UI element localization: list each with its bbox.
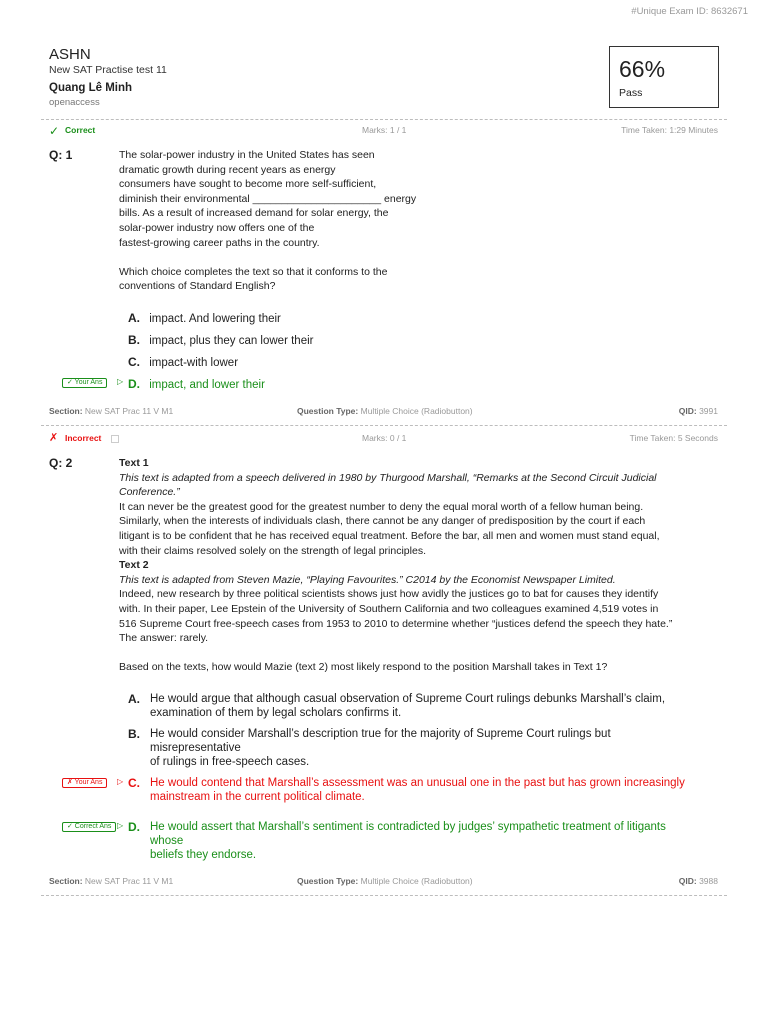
result-label: Pass <box>619 87 643 99</box>
text1-line: It can never be the greatest good for the greatest number to deny the equal moral worth of a fellow human being. <box>119 500 644 513</box>
org-name: ASHN <box>49 46 91 63</box>
status-label: Correct <box>65 125 96 135</box>
passage-line: fastest-growing career paths in the country. <box>119 236 320 249</box>
question-passage <box>119 456 719 675</box>
choice-letter: D. <box>128 377 140 391</box>
choice-line: whose <box>150 835 184 847</box>
choice-d <box>128 377 265 392</box>
choice-line: beliefs they endorse. <box>150 849 257 861</box>
score-percent: 66% <box>619 56 666 82</box>
text1-source-line: This text is adapted from a speech delivered in 1980 by Thurgood Marshall, “Remarks at the Second Circuit Judicial <box>119 471 657 484</box>
qtype-label: Question Type: <box>297 876 359 886</box>
qtype-value: Multiple Choice (Radiobutton) <box>360 876 473 886</box>
section-label: Section: <box>49 406 83 416</box>
text1-line: with their claims resolved solely on the strength of legal principles. <box>119 544 426 557</box>
choice-text: impact, plus they can lower their <box>149 335 314 347</box>
choice-text: impact. And lowering their <box>149 313 281 325</box>
passage-line: The solar-power industry in the United States has seen <box>119 149 375 161</box>
choice-line: He would consider Marshall’s description true for the majority of Supreme Court rulings but <box>150 728 611 740</box>
time-taken: Time Taken: 1:29 Minutes <box>621 125 718 135</box>
choice-d <box>128 820 730 862</box>
section-info <box>49 406 173 416</box>
text2-line: 516 Supreme Court free-speech cases from 1953 to 2010 to determine whether “justices defend the speech they hate.” <box>119 617 673 630</box>
choice-b <box>128 727 730 769</box>
qid-label: QID: <box>678 876 697 886</box>
text2-source: This text is adapted from Steven Mazie, “Playing Favourites.” C2014 by the Economist Newspaper Limited. <box>119 573 616 586</box>
flag-checkbox[interactable] <box>111 435 119 443</box>
time-taken: Time Taken: 5 Seconds <box>629 433 718 443</box>
choice-text: impact, and lower their <box>149 379 265 391</box>
question-passage <box>119 148 449 294</box>
choice-letter: C. <box>128 776 140 790</box>
question-number: Q: 2 <box>49 456 73 470</box>
passage-line: consumers have sought to become more self-sufficient, <box>119 178 377 191</box>
arrow-right-icon: ▷ <box>117 821 124 830</box>
section-value: New SAT Prac 11 V M1 <box>84 876 174 886</box>
marks: Marks: 1 / 1 <box>362 125 407 135</box>
text2-line: with. In their paper, Lee Epstein of the University of Southern California and two colleagues examined 4,519 votes in <box>119 602 659 615</box>
choice-line: mainstream in the current political climate. <box>150 791 365 803</box>
choice-c <box>128 776 730 804</box>
question-type-info <box>297 406 473 416</box>
divider <box>41 119 727 120</box>
passage-line: bills. As a result of increased demand for solar energy, the <box>119 207 389 220</box>
student-name: Quang Lê Minh <box>49 82 133 94</box>
text1-line: Similarly, when the interests of individuals clash, there cannot be any danger of predisposition by the court if each <box>119 515 646 528</box>
divider <box>41 895 727 896</box>
choice-a <box>128 692 730 720</box>
qid-info <box>679 876 718 886</box>
choice-b <box>128 333 313 348</box>
your-answer-tag: ✗ Your Ans <box>62 778 107 788</box>
arrow-right-icon: ▷ <box>117 777 124 786</box>
qid-value: 3988 <box>699 876 718 886</box>
text1-source-line: Conference.” <box>119 486 180 499</box>
section-label: Section: <box>49 876 83 886</box>
marks: Marks: 0 / 1 <box>362 433 407 443</box>
choice-line: He would contend that Marshall’s assessment was an unusual one in the past but has grown increasingly <box>150 777 685 789</box>
choice-line: He would assert that Marshall’s sentiment is contradicted by judges’ sympathetic treatment of litigants <box>150 821 666 833</box>
choice-letter: B. <box>128 727 140 741</box>
section-value: New SAT Prac 11 V M1 <box>84 406 174 416</box>
qid-info <box>679 406 718 416</box>
question-type-info <box>297 876 473 886</box>
text2-heading: Text 2 <box>119 559 149 572</box>
choice-text: impact-with lower <box>149 357 239 369</box>
unique-exam-id: #Unique Exam ID: 8632671 <box>631 6 748 17</box>
choice-c <box>128 355 238 370</box>
prompt: Based on the texts, how would Mazie (text 2) most likely respond to the position Marshall takes in Text 1? <box>119 661 608 674</box>
choice-line: examination of them by legal scholars confirms it. <box>150 707 402 719</box>
incorrect-cross-icon: ✗ <box>49 432 59 444</box>
qid-label: QID: <box>678 406 697 416</box>
text2-line: Indeed, new research by three political scientists shows just how avidly the justices go to bat for causes they identify <box>119 588 659 601</box>
choice-letter: D. <box>128 820 140 834</box>
correct-answer-tag: ✓ Correct Ans <box>62 822 116 832</box>
choice-line: misrepresentative <box>150 742 241 754</box>
choice-letter: A. <box>128 692 140 706</box>
text1-line: litigant is to be confident that he has received equal treatment. Before the bar, all men and women must stand equal, <box>119 529 660 542</box>
choice-line: He would argue that although casual observation of Supreme Court rulings debunks Marshall’s claim, <box>150 693 666 705</box>
text2-line: The answer: rarely. <box>119 632 209 645</box>
access-type: openaccess <box>49 97 100 108</box>
choice-line: of rulings in free-speech cases. <box>150 756 310 768</box>
passage-line: dramatic growth during recent years as energy <box>119 163 336 176</box>
prompt-line: conventions of Standard English? <box>119 280 276 293</box>
prompt-line: Which choice completes the text so that it conforms to the <box>119 265 388 278</box>
choice-letter: A. <box>128 311 140 325</box>
choice-a <box>128 311 281 326</box>
correct-check-icon: ✓ <box>49 124 60 138</box>
passage-line: solar-power industry now offers one of the <box>119 221 315 234</box>
choice-letter: C. <box>128 355 140 369</box>
qtype-value: Multiple Choice (Radiobutton) <box>360 406 473 416</box>
qtype-label: Question Type: <box>297 406 359 416</box>
arrow-right-icon: ▷ <box>117 377 124 386</box>
your-answer-tag: ✓ Your Ans <box>62 378 107 388</box>
score-box <box>609 46 719 108</box>
passage-line: diminish their environmental ______________________ energy <box>119 192 417 205</box>
section-info <box>49 876 173 886</box>
divider <box>41 425 727 426</box>
status-label: Incorrect <box>65 433 102 443</box>
test-name: New SAT Practise test 11 <box>49 64 167 76</box>
question-number: Q: 1 <box>49 148 73 162</box>
qid-value: 3991 <box>699 406 718 416</box>
choice-letter: B. <box>128 333 140 347</box>
text1-heading: Text 1 <box>119 457 149 469</box>
